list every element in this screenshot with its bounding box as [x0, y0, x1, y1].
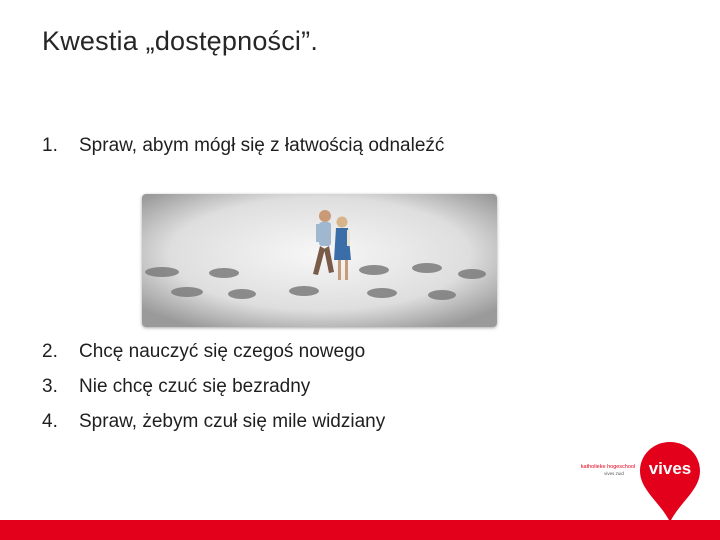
list-item-text: Chcę nauczyć się czegoś nowego [79, 340, 366, 362]
list-item [42, 334, 385, 369]
point-list-bottom [42, 334, 385, 439]
list-item [42, 369, 385, 404]
list-item-number: 4. [42, 410, 58, 432]
list-item [42, 404, 385, 439]
list-item-text: Nie chcę czuć się bezradny [79, 375, 311, 397]
footprints-photo [142, 194, 497, 327]
logo-tagline-text: katholieke hogeschool [580, 464, 636, 470]
list-item-number: 2. [42, 340, 58, 362]
list-item-text: Spraw, żebym czuł się mile widziany [79, 410, 386, 432]
vives-logo [580, 440, 700, 530]
list-item-number: 1. [42, 134, 58, 156]
logo-subtagline-text: vives zuid [604, 471, 624, 476]
list-item-number: 3. [42, 375, 58, 397]
list-item-text: Spraw, abym mógł się z łatwością odnaleźć [79, 134, 445, 156]
point-list-top [42, 128, 444, 163]
list-item [42, 128, 444, 163]
slide-title: Kwestia „dostępności”. [42, 26, 319, 56]
logo-brand-text: vives [648, 459, 692, 478]
